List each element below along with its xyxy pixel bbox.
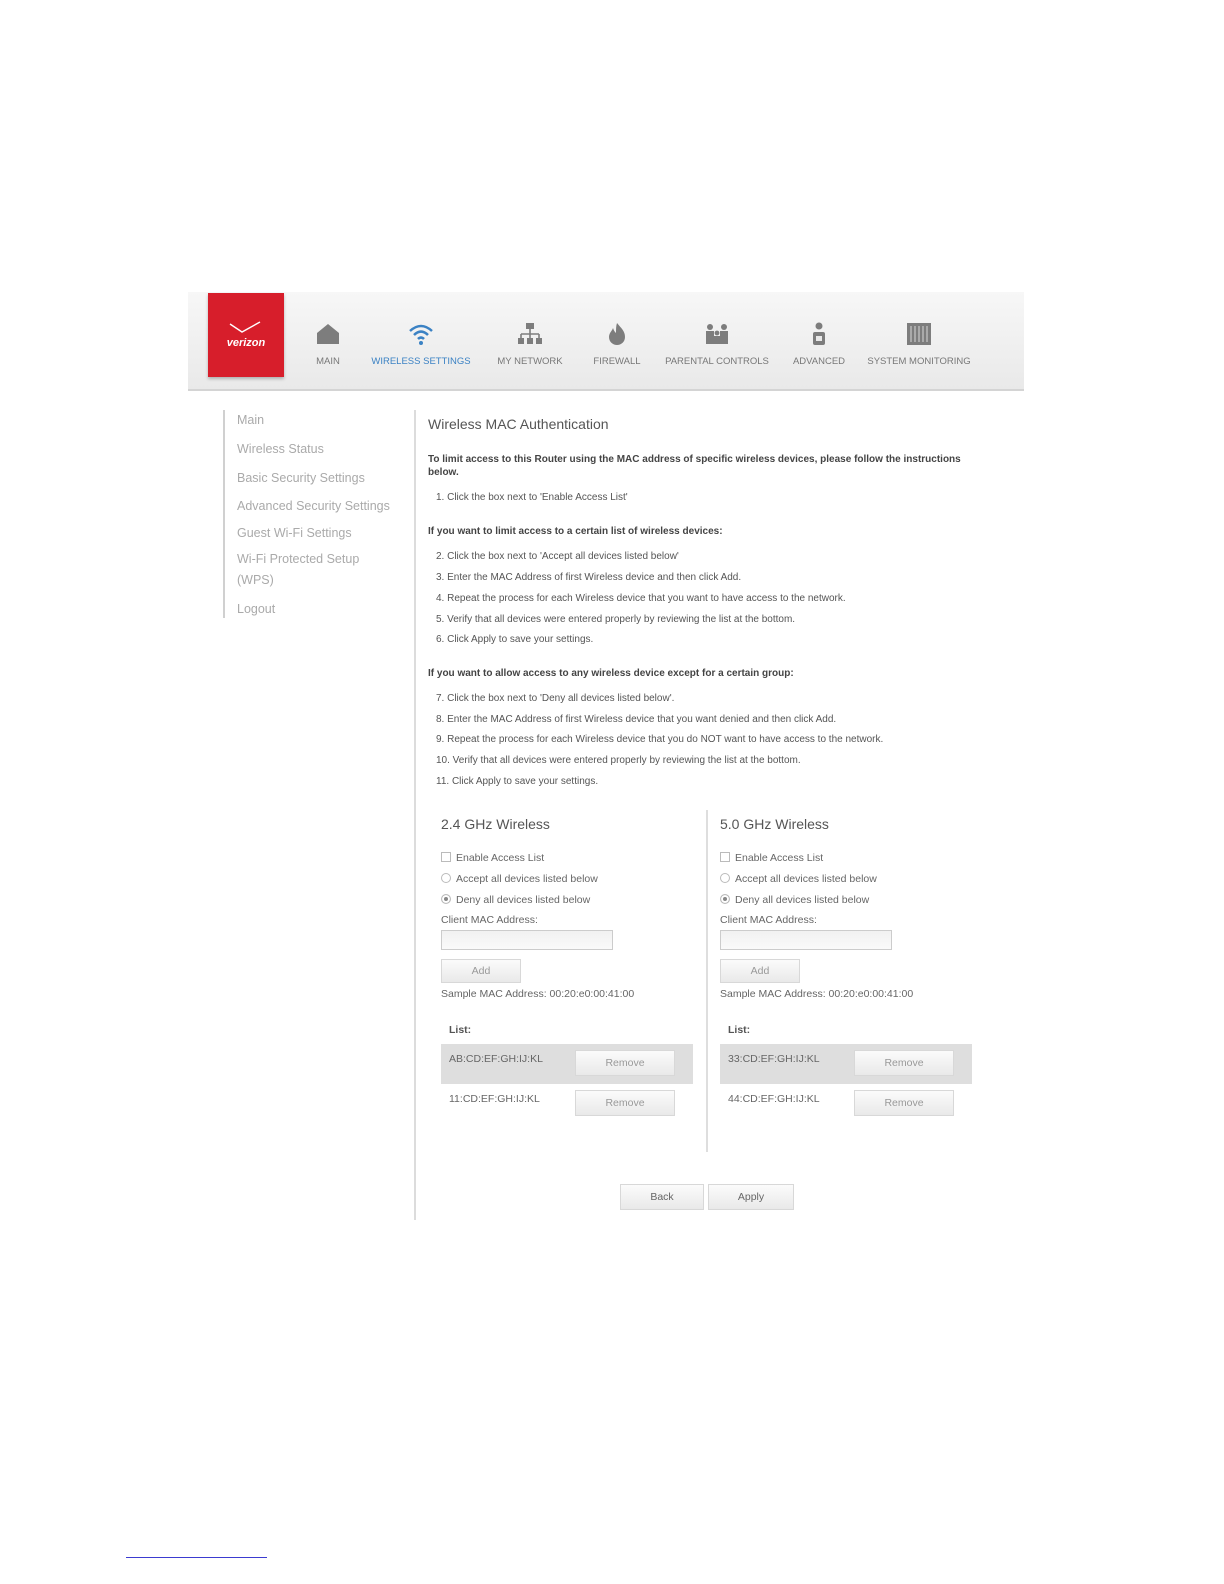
sidebar-menu	[223, 410, 405, 618]
add-button[interactable]: Add	[720, 959, 800, 983]
deny-all-radio[interactable]	[720, 894, 869, 906]
nav-parental-controls[interactable]	[662, 292, 772, 387]
intro-text: To limit access to this Router using the MAC address of specific wireless devices, please follow the instructions below.	[428, 454, 961, 478]
checkbox-icon	[720, 852, 730, 862]
sample-mac-text: Sample MAC Address: 00:20:e0:00:41:00	[441, 988, 635, 1000]
footnote-rule	[126, 1557, 267, 1558]
page-title: Wireless MAC Authentication	[428, 416, 609, 432]
logo-text: verizon	[226, 337, 266, 349]
instruction-step: 10. Verify that all devices were entered properly by reviewing the list at the bottom.	[436, 755, 801, 766]
remove-button[interactable]: Remove	[854, 1050, 954, 1076]
radio-selected-icon	[720, 894, 730, 904]
nav-wireless-settings[interactable]	[366, 292, 476, 387]
instruction-step: 7. Click the box next to 'Deny all devices listed below'.	[436, 693, 675, 704]
allow-heading: If you want to allow access to any wireless device except for a certain group:	[428, 668, 794, 679]
home-icon	[315, 322, 341, 346]
list-label: List:	[449, 1024, 472, 1036]
network-icon	[517, 322, 543, 346]
instruction-step: 2. Click the box next to 'Accept all devices listed below'	[436, 551, 679, 562]
accept-all-radio[interactable]	[720, 873, 877, 885]
nav-advanced[interactable]	[786, 292, 852, 387]
band-title: 2.4 GHz Wireless	[441, 816, 550, 832]
nav-firewall[interactable]	[584, 292, 650, 387]
back-button[interactable]: Back	[620, 1184, 704, 1210]
band-title: 5.0 GHz Wireless	[720, 816, 829, 832]
list-item-mac: 44:CD:EF:GH:IJ:KL	[728, 1093, 820, 1105]
list-item	[441, 1084, 693, 1124]
nav-my-network[interactable]	[490, 292, 570, 387]
sidebar-item-logout[interactable]: Logout	[237, 602, 276, 616]
enable-access-list-checkbox[interactable]	[441, 852, 544, 864]
list-item-mac: 33:CD:EF:GH:IJ:KL	[728, 1053, 820, 1065]
list-item-mac: AB:CD:EF:GH:IJ:KL	[449, 1053, 543, 1065]
remove-button[interactable]: Remove	[575, 1090, 675, 1116]
enable-access-list-checkbox[interactable]	[720, 852, 823, 864]
list-item	[720, 1044, 972, 1084]
apply-button[interactable]: Apply	[708, 1184, 794, 1210]
sidebar-item-wps[interactable]: Wi-Fi Protected Setup	[237, 552, 360, 566]
sidebar-item-wps-suffix[interactable]: (WPS)	[237, 573, 274, 587]
client-mac-label: Client MAC Address:	[441, 914, 538, 926]
option-label: Deny all devices listed below	[456, 894, 591, 906]
nav-label: WIRELESS SETTINGS	[371, 356, 471, 367]
instruction-step: 6. Click Apply to save your settings.	[436, 634, 594, 645]
option-label: Deny all devices listed below	[735, 894, 870, 906]
verizon-check-icon	[226, 321, 264, 335]
instruction-step: 3. Enter the MAC Address of first Wireless device and then click Add.	[436, 572, 742, 583]
sidebar-item-main[interactable]: Main	[237, 413, 265, 427]
list-item-mac: 11:CD:EF:GH:IJ:KL	[449, 1093, 540, 1105]
instruction-step: 8. Enter the MAC Address of first Wireless device that you want denied and then click Add.	[436, 714, 837, 725]
advanced-icon	[806, 322, 832, 346]
option-label: Enable Access List	[735, 852, 824, 864]
limit-heading: If you want to limit access to a certain list of wireless devices:	[428, 526, 723, 537]
sidebar-item-advanced-security[interactable]: Advanced Security Settings	[237, 499, 390, 513]
client-mac-input[interactable]	[441, 930, 613, 950]
content-divider	[414, 410, 416, 1220]
nav-system-monitoring[interactable]	[864, 292, 974, 387]
sample-mac-text: Sample MAC Address: 00:20:e0:00:41:00	[720, 988, 914, 1000]
remove-button[interactable]: Remove	[854, 1090, 954, 1116]
instruction-step: 9. Repeat the process for each Wireless device that you do NOT want to have access to the network.	[436, 734, 884, 745]
client-mac-label: Client MAC Address:	[720, 914, 817, 926]
nav-label: MAIN	[316, 356, 340, 367]
option-label: Accept all devices listed below	[456, 873, 598, 885]
option-label: Accept all devices listed below	[735, 873, 877, 885]
instruction-step: 1. Click the box next to 'Enable Access List'	[436, 492, 628, 503]
list-label: List:	[728, 1024, 751, 1036]
add-button[interactable]: Add	[441, 959, 521, 983]
list-item	[441, 1044, 693, 1084]
sidebar-item-wireless-status[interactable]: Wireless Status	[237, 442, 324, 456]
nav-label: SYSTEM MONITORING	[867, 356, 971, 367]
checkbox-icon	[441, 852, 451, 862]
nav-label: PARENTAL CONTROLS	[665, 356, 769, 367]
family-icon	[704, 322, 730, 346]
instruction-step: 4. Repeat the process for each Wireless device that you want to have access to the network.	[436, 593, 846, 604]
band-panel-2-4ghz	[441, 808, 711, 1153]
nav-label: MY NETWORK	[497, 356, 563, 367]
router-settings-page	[188, 292, 1024, 1222]
option-label: Enable Access List	[456, 852, 545, 864]
wifi-icon	[408, 322, 434, 346]
monitor-icon	[906, 322, 932, 346]
sidebar-item-basic-security[interactable]: Basic Security Settings	[237, 471, 365, 485]
verizon-logo[interactable]	[208, 293, 284, 377]
deny-all-radio[interactable]	[441, 894, 590, 906]
list-item	[720, 1084, 972, 1124]
instruction-step: 11. Click Apply to save your settings.	[436, 776, 599, 787]
band-panel-5ghz	[720, 808, 990, 1153]
radio-selected-icon	[441, 894, 451, 904]
band-separator	[706, 810, 708, 1152]
client-mac-input[interactable]	[720, 930, 892, 950]
sidebar-item-guest-wifi[interactable]: Guest Wi-Fi Settings	[237, 526, 352, 540]
radio-icon	[720, 873, 730, 883]
flame-icon	[604, 322, 630, 346]
nav-label: ADVANCED	[792, 356, 846, 367]
instruction-step: 5. Verify that all devices were entered properly by reviewing the list at the bottom.	[436, 614, 796, 625]
remove-button[interactable]: Remove	[575, 1050, 675, 1076]
radio-icon	[441, 873, 451, 883]
nav-main[interactable]	[300, 292, 356, 387]
top-navigation-bar	[188, 292, 1024, 391]
nav-label: FIREWALL	[593, 356, 641, 367]
accept-all-radio[interactable]	[441, 873, 598, 885]
